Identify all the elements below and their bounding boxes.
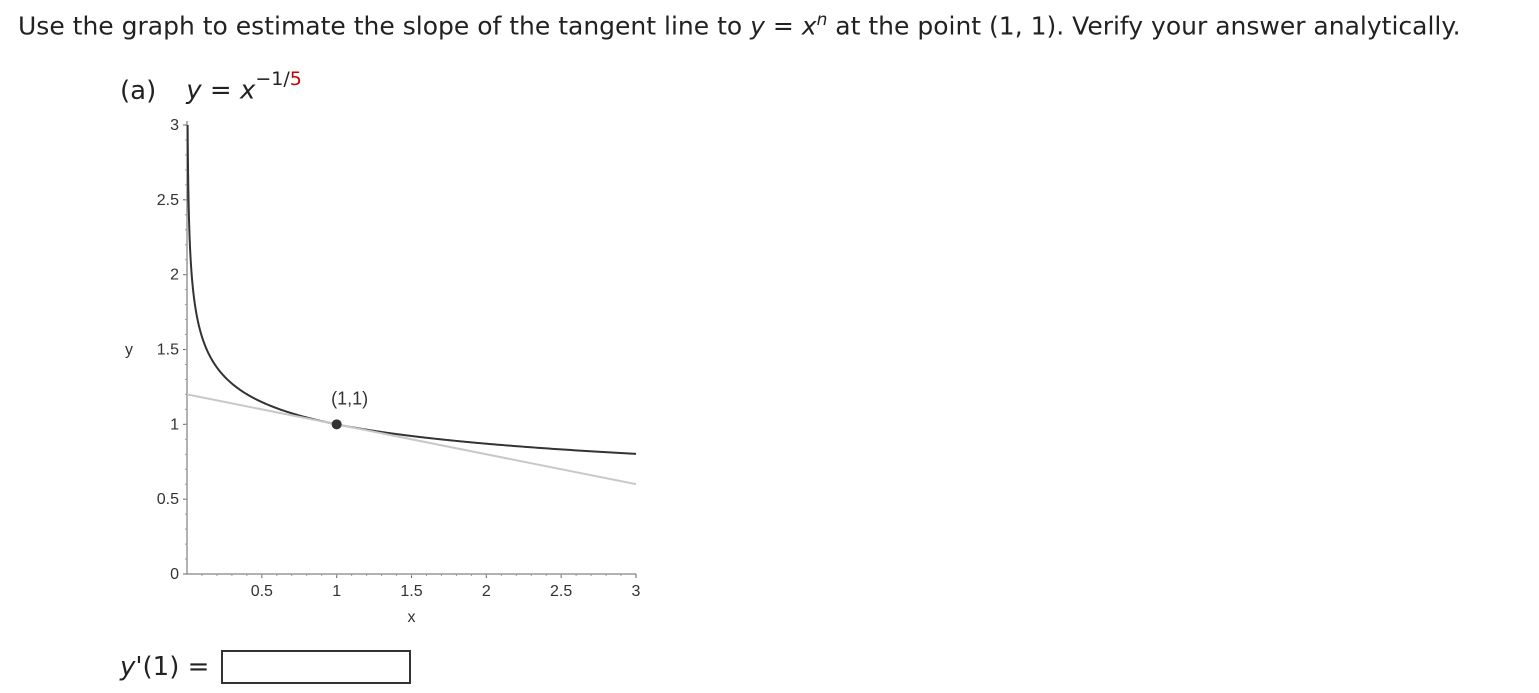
- y-tick-label: 1.5: [156, 341, 179, 359]
- part-y-var: y: [186, 75, 202, 106]
- prompt-y-var: y: [750, 11, 765, 41]
- y-tick-label: 0: [170, 566, 179, 583]
- answer-row: [120, 650, 411, 684]
- prompt-equals: =: [764, 11, 802, 41]
- point-label: (1,1): [331, 388, 369, 409]
- answer-y-var: y: [120, 652, 136, 682]
- part-equals: =: [201, 75, 240, 106]
- x-tick-label: 2: [481, 583, 491, 600]
- x-tick-label: 1: [332, 583, 342, 600]
- prompt-x-var: x: [801, 11, 817, 41]
- y-tick-label: 0.5: [156, 491, 179, 509]
- prompt-n-exponent: n: [816, 10, 828, 30]
- x-tick-label: 0.5: [250, 583, 273, 600]
- exponent-highlight: 5: [289, 68, 302, 90]
- axes: [125, 117, 641, 626]
- x-tick-label: 1.5: [400, 583, 423, 600]
- x-tick-label: 3: [631, 583, 641, 600]
- prompt-text-end: at the point (1, 1). Verify your answer analytically.: [827, 11, 1461, 41]
- x-tick-label: 2.5: [550, 583, 573, 600]
- curve-line: [188, 125, 636, 454]
- marks-group: [331, 388, 368, 429]
- x-axis-title: x: [407, 609, 416, 626]
- tangent-line: [187, 394, 636, 484]
- tangent-point: [332, 419, 342, 429]
- y-tick-label: 2: [170, 266, 179, 284]
- y-tick-label: 2.5: [156, 191, 179, 209]
- answer-input[interactable]: [221, 650, 411, 684]
- part-label: (a): [120, 75, 157, 106]
- series-group: [187, 125, 636, 484]
- exponent-prefix: −1/: [255, 68, 290, 90]
- y-tick-label: 1: [170, 416, 179, 434]
- prompt-text: Use the graph to estimate the slope of the tangent line to: [18, 11, 751, 41]
- y-tick-label: 3: [170, 117, 179, 134]
- part-x-var: x: [239, 75, 256, 106]
- y-axis-title: y: [125, 341, 133, 359]
- answer-label: '(1) =: [135, 652, 210, 682]
